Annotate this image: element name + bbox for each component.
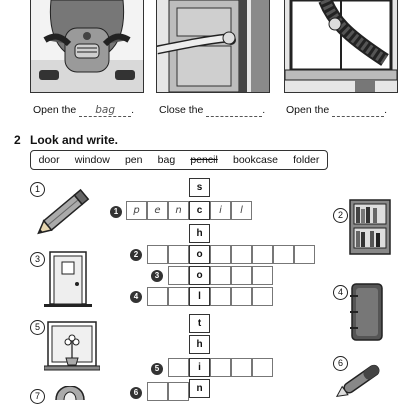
crossword-cell[interactable] (126, 201, 147, 220)
vertical-letter-1: s (196, 182, 203, 193)
crossword-cell[interactable] (147, 287, 168, 306)
crossword-vertical-cell[interactable] (189, 245, 210, 264)
caption-3-blank[interactable] (332, 104, 384, 117)
vertical-letter-2: c (196, 205, 203, 216)
clue-number-5: 5 (151, 363, 163, 375)
crossword-cell[interactable] (252, 287, 273, 306)
clue-number-2: 2 (130, 249, 142, 261)
caption-3-suffix: . (384, 104, 388, 116)
crossword-cell[interactable] (168, 358, 189, 377)
crossword-vertical-cell[interactable] (189, 358, 210, 377)
caption-1-answer: bag (95, 104, 115, 116)
bag-icon (52, 386, 88, 400)
crossword-vertical-cell[interactable] (189, 314, 210, 333)
caption-2 (159, 104, 265, 117)
crossword-cell[interactable] (168, 245, 189, 264)
picture-number-6: 6 (333, 356, 348, 371)
vertical-letter-3: h (196, 228, 203, 239)
crossword-cell[interactable] (231, 266, 252, 285)
caption-3-answer (356, 104, 360, 116)
caption-1-suffix: . (131, 104, 135, 116)
word-bank-pencil: pencil (190, 154, 218, 166)
caption-2-answer (232, 104, 236, 116)
crossword-cell[interactable] (210, 358, 231, 377)
vertical-letter-9: h (196, 339, 203, 350)
vertical-letter-8: t (197, 318, 202, 329)
crossword-cell[interactable] (231, 245, 252, 264)
word-bank-bookcase: bookcase (232, 154, 278, 166)
illustration-open-bag (30, 0, 144, 93)
clue-number-1: 1 (110, 206, 122, 218)
crossword-vertical-cell[interactable] (189, 266, 210, 285)
crossword-cell[interactable] (210, 201, 231, 220)
door-icon (42, 250, 94, 308)
pen-icon (332, 360, 392, 400)
row1-letter-1: p (133, 205, 140, 216)
picture-number-3: 3 (30, 252, 45, 267)
word-bank-bag: bag (157, 154, 176, 166)
picture-number-2: 2 (333, 208, 348, 223)
crossword-cell[interactable] (231, 358, 252, 377)
crossword-cell[interactable] (273, 245, 294, 264)
row1-letter-6: l (240, 205, 243, 216)
word-bank-folder: folder (293, 154, 320, 166)
crossword-cell[interactable] (210, 287, 231, 306)
pencil-icon (34, 178, 98, 242)
crossword-cell[interactable] (210, 266, 231, 285)
crossword-cell[interactable] (252, 266, 273, 285)
crossword-vertical-cell[interactable] (189, 287, 210, 306)
picture-number-1: 1 (30, 182, 45, 197)
caption-1-prefix: Open the (33, 104, 77, 116)
crossword-cell[interactable] (168, 287, 189, 306)
crossword-cell[interactable] (210, 245, 231, 264)
section-number: 2 (14, 133, 21, 147)
bookcase-icon (348, 198, 392, 256)
caption-1-blank[interactable] (79, 104, 131, 117)
caption-3-prefix: Open the (286, 104, 330, 116)
caption-2-suffix: . (262, 104, 266, 116)
crossword-cell[interactable] (147, 382, 168, 401)
crossword-vertical-cell[interactable] (189, 335, 210, 354)
crossword-vertical-cell[interactable] (189, 379, 210, 398)
caption-1 (33, 104, 134, 117)
picture-number-7: 7 (30, 389, 45, 404)
crossword-cell[interactable] (168, 201, 189, 220)
word-bank-window: window (74, 154, 110, 166)
crossword-cell[interactable] (252, 245, 273, 264)
folder-icon (348, 282, 388, 342)
clue-number-3: 3 (151, 270, 163, 282)
row1-letter-3: n (175, 205, 182, 216)
caption-2-prefix: Close the (159, 104, 204, 116)
vertical-letter-6: l (198, 291, 201, 302)
crossword-cell[interactable] (147, 245, 168, 264)
crossword-cell[interactable] (231, 201, 252, 220)
word-bank (30, 150, 328, 170)
vertical-letter-5: o (196, 270, 203, 281)
crossword-cell[interactable] (231, 287, 252, 306)
illustration-close-door (156, 0, 270, 93)
word-bank-pen: pen (124, 154, 143, 166)
picture-number-4: 4 (333, 285, 348, 300)
clue-number-4: 4 (130, 291, 142, 303)
vertical-letter-4: o (196, 249, 203, 260)
crossword-vertical-cell[interactable] (189, 201, 210, 220)
word-bank-door: door (38, 154, 60, 166)
crossword-vertical-cell[interactable] (189, 178, 210, 197)
crossword-cell[interactable] (252, 358, 273, 377)
window-icon (44, 320, 100, 372)
caption-2-blank[interactable] (206, 104, 262, 117)
caption-3 (286, 104, 387, 117)
crossword-cell[interactable] (294, 245, 315, 264)
crossword-cell[interactable] (168, 266, 189, 285)
clue-number-6: 6 (130, 387, 142, 399)
section-title: Look and write. (30, 133, 119, 147)
vertical-letter-11: n (196, 383, 203, 394)
row1-letter-2: e (154, 205, 161, 216)
row1-letter-5: i (219, 205, 222, 216)
illustration-open-window (284, 0, 398, 93)
vertical-letter-10: i (198, 362, 201, 373)
crossword-vertical-cell[interactable] (189, 224, 210, 243)
crossword-cell[interactable] (168, 382, 189, 401)
crossword-cell[interactable] (147, 201, 168, 220)
picture-number-5: 5 (30, 320, 45, 335)
